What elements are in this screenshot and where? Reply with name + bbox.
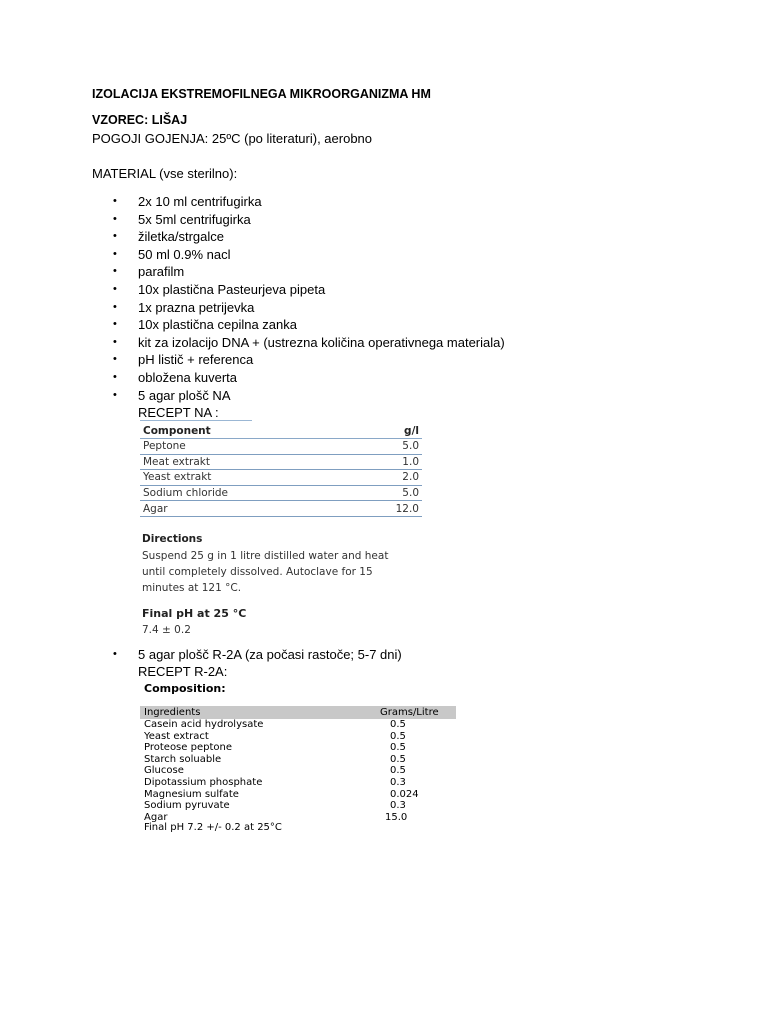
material-heading: MATERIAL (vse sterilno):: [92, 166, 238, 181]
table-row: Sodium pyruvate 0.3: [144, 800, 406, 812]
bullet-icon: •: [113, 300, 117, 313]
list-item: • 1x prazna petrijevka: [113, 299, 255, 315]
table-row: Peptone 5.0: [140, 439, 422, 455]
table-row: Proteose peptone 0.5: [144, 742, 406, 754]
table-row: Yeast extract 0.5: [144, 730, 406, 742]
column-header-ingredients: Ingredients: [144, 707, 201, 718]
bullet-icon: •: [113, 265, 117, 278]
column-header-unit: g/l: [353, 423, 422, 439]
divider: [140, 420, 252, 421]
table-row: Sodium chloride 5.0: [140, 485, 422, 501]
bullet-icon: •: [113, 353, 117, 366]
recept-na-label: RECEPT NA :: [138, 405, 219, 420]
document-title: IZOLACIJA EKSTREMOFILNEGA MIKROORGANIZMA HM: [92, 87, 431, 101]
list-item: • 50 ml 0.9% nacl: [113, 246, 231, 262]
table-row: Glucose 0.5: [144, 765, 406, 777]
list-item: • 5 agar plošč R-2A (za počasi rastoče; 5-7 dni): [113, 647, 402, 662]
directions-text: Suspend 25 g in 1 litre distilled water and heat until completely dissolved. Autoclave for 15 minutes at 121 °C.: [142, 550, 389, 594]
list-item: • parafilm: [113, 264, 185, 280]
bullet-icon: •: [113, 212, 117, 225]
bullet-icon: •: [113, 230, 117, 243]
table-header-row: [140, 423, 422, 439]
table-row: Starch soluable 0.5: [144, 753, 406, 765]
list-item: • 2x 10 ml centrifugirka: [113, 194, 262, 209]
list-item: • pH listič + referenca: [113, 352, 254, 368]
recept-r2a-label: RECEPT R-2A:: [138, 664, 228, 679]
material-list-r2a: [92, 646, 652, 664]
list-item: • 5 agar plošč NA: [113, 387, 231, 403]
directions-heading: Directions: [142, 533, 203, 545]
na-composition-table: [140, 423, 422, 517]
list-item: • 5x 5ml centrifugirka: [113, 211, 251, 227]
bullet-icon: •: [113, 648, 117, 660]
table-row: Casein acid hydrolysate 0.5: [144, 719, 406, 730]
final-ph-value: 7.4 ± 0.2: [142, 624, 191, 636]
r2a-composition-table: [140, 719, 456, 823]
table-row: Meat extrakt 1.0: [140, 454, 422, 470]
final-ph-heading: Final pH at 25 °C: [142, 607, 247, 620]
bullet-icon: •: [113, 318, 117, 331]
material-list: [92, 193, 652, 404]
composition-heading: Composition:: [144, 682, 226, 695]
column-header-component: Component: [140, 423, 353, 439]
table-row: Dipotassium phosphate 0.3: [144, 776, 406, 788]
table-row: Agar 15.0: [144, 811, 408, 823]
list-item: • kit za izolacijo DNA + (ustrezna količina operativnega materiala): [113, 334, 505, 350]
list-item: • 10x plastična Pasteurjeva pipeta: [113, 281, 326, 297]
growth-conditions: POGOJI GOJENJA: 25ºC (po literaturi), aerobno: [92, 131, 373, 146]
table-row: Agar 12.0: [140, 501, 422, 517]
column-header-unit: Grams/Litre: [380, 707, 439, 718]
bullet-icon: •: [113, 195, 117, 207]
bullet-icon: •: [113, 282, 117, 295]
list-item: • obložena kuverta: [113, 369, 238, 385]
bullet-icon: •: [113, 370, 117, 383]
table-row: Yeast extrakt 2.0: [140, 470, 422, 486]
sample-line: VZOREC: LIŠAJ: [92, 113, 188, 127]
bullet-icon: •: [113, 247, 117, 260]
list-item: • 10x plastična cepilna zanka: [113, 317, 297, 333]
bullet-icon: •: [113, 388, 117, 401]
final-ph-text: Final pH 7.2 +/- 0.2 at 25°C: [144, 822, 282, 833]
table-row: Magnesium sulfate 0.024: [144, 788, 419, 800]
bullet-icon: •: [113, 335, 117, 348]
table-header-row: [140, 706, 456, 719]
list-item: • žiletka/strgalce: [113, 229, 224, 245]
